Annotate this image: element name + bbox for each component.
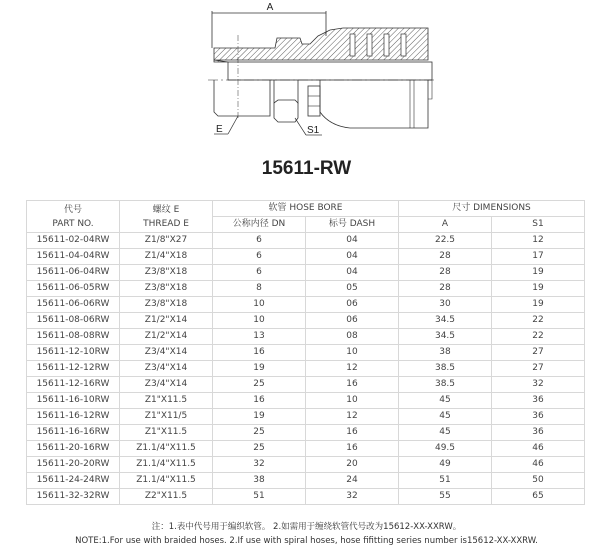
cell-dn: 51 xyxy=(213,489,306,505)
cell-part: 15611-06-05RW xyxy=(27,281,120,297)
cell-s1: 22 xyxy=(492,329,585,345)
cell-dn: 6 xyxy=(213,265,306,281)
cell-a: 28 xyxy=(399,265,492,281)
cell-dn: 13 xyxy=(213,329,306,345)
cell-dn: 25 xyxy=(213,377,306,393)
cell-s1: 50 xyxy=(492,473,585,489)
table-row xyxy=(27,329,585,345)
cell-a: 28 xyxy=(399,281,492,297)
cell-s1: 27 xyxy=(492,361,585,377)
cell-a: 51 xyxy=(399,473,492,489)
cell-dn: 16 xyxy=(213,393,306,409)
header-dn: 公称内径 DN xyxy=(213,217,306,233)
table-row xyxy=(27,345,585,361)
cell-dn: 10 xyxy=(213,297,306,313)
cell-s1: 36 xyxy=(492,409,585,425)
cell-a: 30 xyxy=(399,297,492,313)
cell-dash: 16 xyxy=(306,377,399,393)
cell-dn: 19 xyxy=(213,361,306,377)
cell-thread: Z3/4"X14 xyxy=(120,345,213,361)
table-row xyxy=(27,313,585,329)
cell-dash: 04 xyxy=(306,233,399,249)
header-thread-cn: 螺纹 E xyxy=(152,204,180,215)
cell-a: 38.5 xyxy=(399,377,492,393)
dimension-label-e: E xyxy=(216,124,223,135)
table-row xyxy=(27,377,585,393)
cell-dash: 10 xyxy=(306,345,399,361)
table-row xyxy=(27,281,585,297)
cell-s1: 22 xyxy=(492,313,585,329)
cell-a: 28 xyxy=(399,249,492,265)
cell-dn: 19 xyxy=(213,409,306,425)
cell-part: 15611-12-16RW xyxy=(27,377,120,393)
cell-s1: 17 xyxy=(492,249,585,265)
cell-part: 15611-12-12RW xyxy=(27,361,120,377)
table-row xyxy=(27,473,585,489)
cell-part: 15611-16-10RW xyxy=(27,393,120,409)
header-hose-bore: 软管 HOSE BORE xyxy=(213,201,399,217)
cell-part: 15611-06-06RW xyxy=(27,297,120,313)
cell-thread: Z1"X11/5 xyxy=(120,409,213,425)
table-row xyxy=(27,409,585,425)
header-thread xyxy=(120,201,213,233)
cell-thread: Z1/4"X18 xyxy=(120,249,213,265)
fitting-cross-section-drawing xyxy=(200,0,440,140)
table-row xyxy=(27,425,585,441)
cell-thread: Z1.1/4"X11.5 xyxy=(120,441,213,457)
cell-s1: 32 xyxy=(492,377,585,393)
note-english: NOTE:1.For use with braided hoses. 2.If use with spiral hoses, hose fifitting series number is15612-XX-XXRW. xyxy=(75,536,538,546)
cell-dash: 06 xyxy=(306,297,399,313)
table-row xyxy=(27,297,585,313)
cell-dash: 20 xyxy=(306,457,399,473)
cell-thread: Z3/4"X14 xyxy=(120,377,213,393)
cell-dn: 10 xyxy=(213,313,306,329)
cell-thread: Z1.1/4"X11.5 xyxy=(120,457,213,473)
cell-s1: 46 xyxy=(492,457,585,473)
cell-dn: 16 xyxy=(213,345,306,361)
cell-thread: Z1/2"X14 xyxy=(120,329,213,345)
cell-a: 45 xyxy=(399,393,492,409)
cell-s1: 65 xyxy=(492,489,585,505)
cell-dn: 25 xyxy=(213,425,306,441)
cell-thread: Z3/8"X18 xyxy=(120,281,213,297)
table-row xyxy=(27,265,585,281)
cell-a: 49.5 xyxy=(399,441,492,457)
dimension-label-s1: S1 xyxy=(307,125,320,136)
cell-s1: 19 xyxy=(492,281,585,297)
note-chinese: 注：1.表中代号用于编织软管。 2.如需用于缠绕软管代号改为15612-XX-XXRW。 xyxy=(151,522,462,532)
product-title: 15611-RW xyxy=(261,158,352,179)
cell-part: 15611-24-24RW xyxy=(27,473,120,489)
cell-dash: 08 xyxy=(306,329,399,345)
cell-dash: 06 xyxy=(306,313,399,329)
cell-dash: 24 xyxy=(306,473,399,489)
cell-dash: 12 xyxy=(306,361,399,377)
table-row xyxy=(27,233,585,249)
cell-thread: Z1"X11.5 xyxy=(120,425,213,441)
cell-thread: Z3/8"X18 xyxy=(120,297,213,313)
cell-a: 38.5 xyxy=(399,361,492,377)
cell-part: 15611-16-12RW xyxy=(27,409,120,425)
header-thread-en: THREAD E xyxy=(143,218,189,229)
cell-thread: Z1"X11.5 xyxy=(120,393,213,409)
cell-a: 34.5 xyxy=(399,329,492,345)
cell-thread: Z1.1/4"X11.5 xyxy=(120,473,213,489)
cell-part: 15611-16-16RW xyxy=(27,425,120,441)
cell-part: 15611-12-10RW xyxy=(27,345,120,361)
header-a: A xyxy=(399,217,492,233)
cell-a: 38 xyxy=(399,345,492,361)
table-row xyxy=(27,361,585,377)
cell-part: 15611-32-32RW xyxy=(27,489,120,505)
cell-dn: 38 xyxy=(213,473,306,489)
cell-part: 15611-04-04RW xyxy=(27,249,120,265)
cell-dash: 16 xyxy=(306,441,399,457)
header-dimensions: 尺寸 DIMENSIONS xyxy=(399,201,585,217)
cell-thread: Z3/8"X18 xyxy=(120,265,213,281)
cell-thread: Z1/8"X27 xyxy=(120,233,213,249)
cell-dn: 8 xyxy=(213,281,306,297)
cell-s1: 19 xyxy=(492,297,585,313)
cell-s1: 46 xyxy=(492,441,585,457)
cell-a: 45 xyxy=(399,409,492,425)
spec-table xyxy=(26,200,585,505)
cell-s1: 12 xyxy=(492,233,585,249)
cell-dash: 04 xyxy=(306,249,399,265)
table-row xyxy=(27,457,585,473)
cell-s1: 27 xyxy=(492,345,585,361)
cell-part: 15611-06-04RW xyxy=(27,265,120,281)
cell-a: 49 xyxy=(399,457,492,473)
cell-part: 15611-02-04RW xyxy=(27,233,120,249)
cell-dn: 6 xyxy=(213,249,306,265)
dimension-label-a: A xyxy=(266,2,274,13)
table-row xyxy=(27,249,585,265)
table-row xyxy=(27,441,585,457)
header-part-no-en: PART NO. xyxy=(52,218,94,229)
cell-dash: 12 xyxy=(306,409,399,425)
cell-dash: 32 xyxy=(306,489,399,505)
header-part-no-cn: 代号 xyxy=(63,204,82,215)
cell-dn: 6 xyxy=(213,233,306,249)
cell-a: 34.5 xyxy=(399,313,492,329)
cell-part: 15611-20-20RW xyxy=(27,457,120,473)
cell-s1: 36 xyxy=(492,425,585,441)
header-s1: S1 xyxy=(492,217,585,233)
header-row-1 xyxy=(27,201,585,217)
cell-part: 15611-20-16RW xyxy=(27,441,120,457)
cell-a: 55 xyxy=(399,489,492,505)
cell-dn: 32 xyxy=(213,457,306,473)
cell-part: 15611-08-06RW xyxy=(27,313,120,329)
table-row xyxy=(27,393,585,409)
cell-a: 22.5 xyxy=(399,233,492,249)
cell-dash: 16 xyxy=(306,425,399,441)
header-part-no xyxy=(27,201,120,233)
cell-s1: 19 xyxy=(492,265,585,281)
header-dash: 标号 DASH xyxy=(306,217,399,233)
cell-dn: 25 xyxy=(213,441,306,457)
cell-dash: 05 xyxy=(306,281,399,297)
cell-dash: 10 xyxy=(306,393,399,409)
cell-s1: 36 xyxy=(492,393,585,409)
table-row xyxy=(27,489,585,505)
cell-a: 45 xyxy=(399,425,492,441)
cell-thread: Z1/2"X14 xyxy=(120,313,213,329)
cell-thread: Z2"X11.5 xyxy=(120,489,213,505)
cell-dash: 04 xyxy=(306,265,399,281)
cell-thread: Z3/4"X14 xyxy=(120,361,213,377)
cell-part: 15611-08-08RW xyxy=(27,329,120,345)
